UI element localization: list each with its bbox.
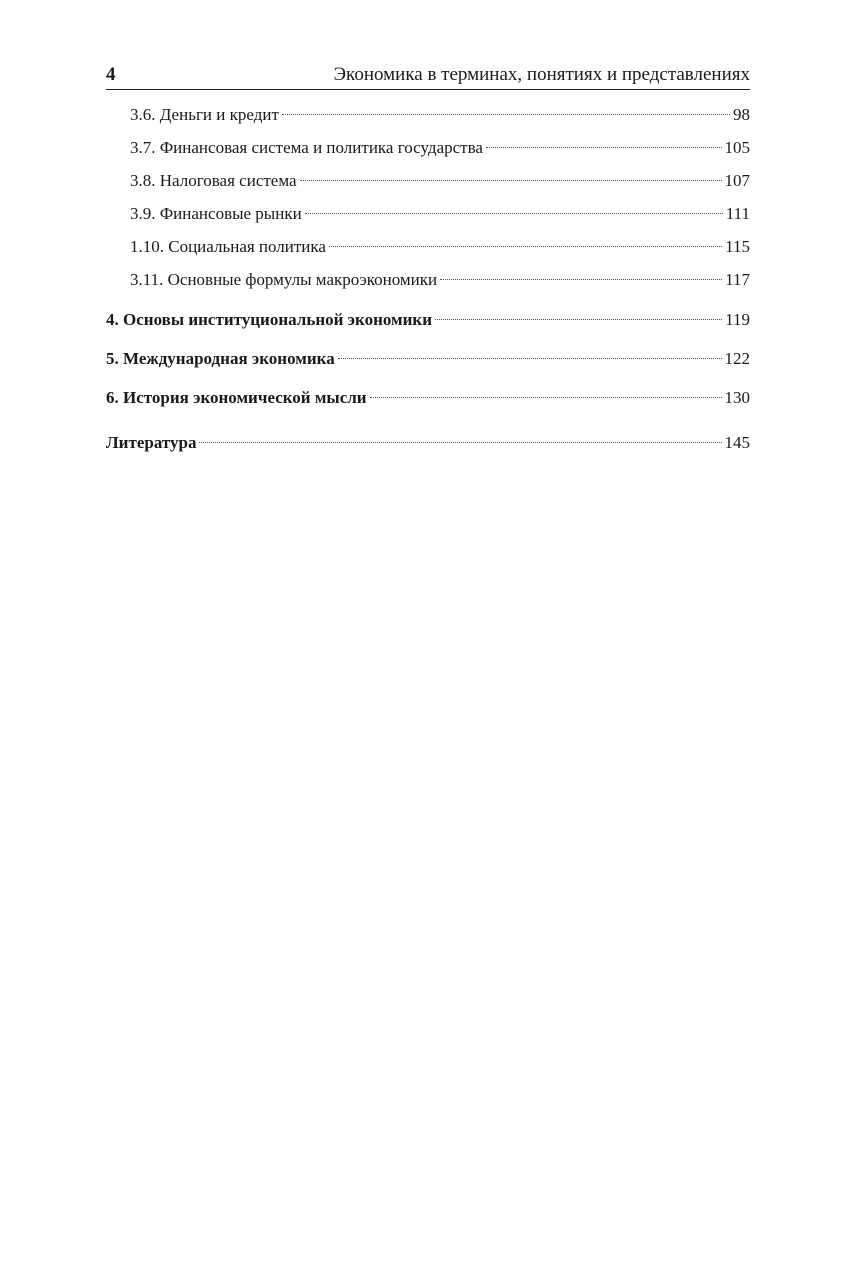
- book-page: [106, 60, 750, 462]
- dot-leader: [305, 213, 723, 214]
- toc-entry-title: 5. Международная экономика: [106, 349, 335, 368]
- dot-leader: [486, 147, 722, 148]
- toc-entry-title: 3.8. Налоговая система: [130, 171, 297, 190]
- toc-entry-chapter-6: [106, 378, 750, 417]
- toc-entry-page: 111: [725, 204, 750, 223]
- dot-leader: [440, 279, 722, 280]
- toc-entry-page: 115: [725, 237, 750, 256]
- toc-entry-title: 4. Основы институциональной экономики: [106, 310, 433, 329]
- toc-entry-3-11: [106, 263, 750, 296]
- dot-leader: [282, 114, 730, 115]
- toc-entry-title: 1.10. Социальная политика: [130, 237, 326, 256]
- toc-entry-page: 122: [724, 349, 750, 368]
- toc-entry-title: 3.7. Финансовая система и политика государства: [130, 138, 483, 157]
- page-number: 4: [106, 64, 116, 85]
- dot-leader: [338, 358, 722, 359]
- toc-entry-3-8: [106, 164, 750, 197]
- toc-entry-page: 117: [725, 270, 750, 289]
- table-of-contents: [106, 98, 750, 462]
- toc-entry-3-9: [106, 197, 750, 230]
- dot-leader: [199, 442, 721, 443]
- toc-entry-1-10: [106, 230, 750, 263]
- toc-entry-page: 98: [733, 105, 750, 124]
- toc-entry-literature: [106, 423, 750, 462]
- toc-entry-page: 130: [724, 388, 750, 407]
- toc-entry-page: 145: [724, 433, 750, 452]
- toc-entry-chapter-5: [106, 339, 750, 378]
- dot-leader: [329, 246, 722, 247]
- toc-entry-title: 3.11. Основные формулы макроэкономики: [130, 270, 438, 289]
- toc-entry-title: 3.9. Финансовые рынки: [130, 204, 302, 223]
- toc-entry-3-7: [106, 131, 750, 164]
- dot-leader: [435, 319, 722, 320]
- toc-entry-page: 119: [725, 310, 750, 329]
- running-header: [106, 60, 750, 90]
- dot-leader: [370, 397, 722, 398]
- running-title: Экономика в терминах, понятиях и представлениях: [333, 64, 750, 85]
- toc-entry-chapter-4: [106, 300, 750, 339]
- toc-entry-title: Литература: [106, 433, 197, 452]
- dot-leader: [300, 180, 722, 181]
- toc-entry-title: 6. История экономической мысли: [106, 388, 367, 407]
- toc-entry-page: 105: [724, 138, 750, 157]
- toc-entry-3-6: [106, 98, 750, 131]
- toc-entry-title: 3.6. Деньги и кредит: [130, 105, 279, 124]
- toc-entry-page: 107: [724, 171, 750, 190]
